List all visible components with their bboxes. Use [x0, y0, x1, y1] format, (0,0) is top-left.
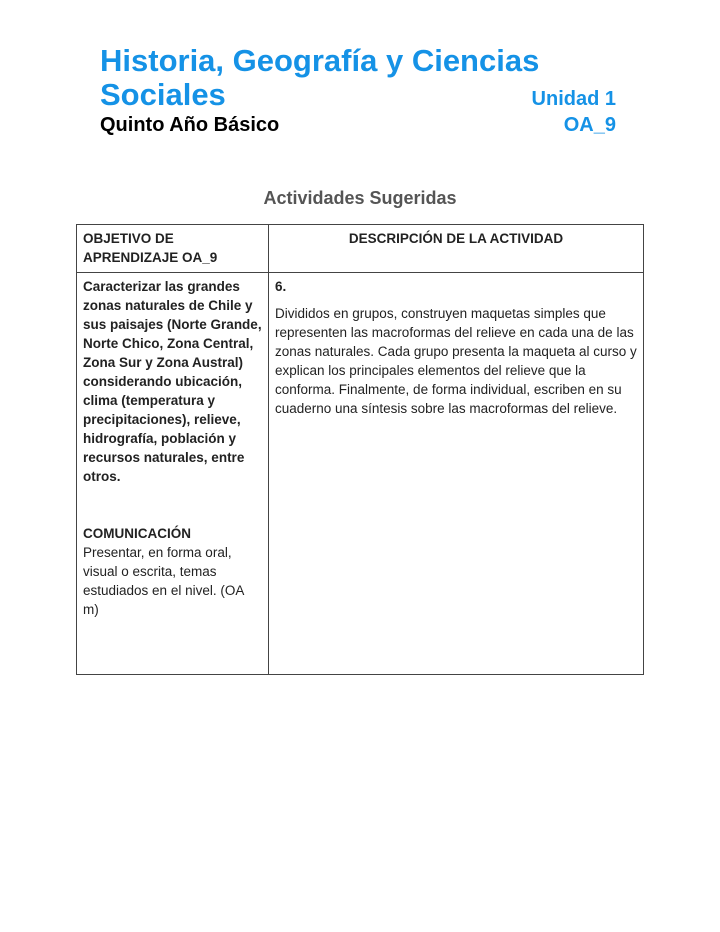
- objective-cell: [77, 273, 269, 675]
- title-row2: [100, 78, 616, 112]
- description-header: DESCRIPCIÓN DE LA ACTIVIDAD: [269, 225, 644, 273]
- subject-title-line2: Sociales: [100, 77, 226, 112]
- activity-cell: [269, 273, 644, 675]
- skill-title: COMUNICACIÓN: [83, 526, 191, 541]
- objective-text: Caracterizar las grandes zonas naturales de Chile y sus paisajes (Norte Grande, Norte Chico, Zona Central, Zona Sur y Zona Austral) considerando ubicación, clima (temperatura y precipitaciones), relieve, hidrografía, población y recursos naturales, entre otros.: [83, 279, 262, 484]
- skill-text: Presentar, en forma oral, visual o escrita, temas estudiados en el nivel. (OA m): [83, 545, 244, 617]
- grade-label: Quinto Año Básico: [100, 114, 280, 136]
- skill-block: [83, 524, 262, 619]
- document-header: [100, 44, 616, 138]
- table-header-row: [77, 225, 644, 273]
- table-row: [77, 273, 644, 675]
- unit-label: Unidad 1: [531, 88, 616, 110]
- objective-header: OBJETIVO DE APRENDIZAJE OA_9: [77, 225, 269, 273]
- oa-code: OA_9: [563, 114, 616, 136]
- activity-number: 6.: [275, 279, 287, 294]
- grade-row: [100, 112, 616, 138]
- activities-table: [76, 224, 644, 675]
- activity-description: Divididos en grupos, construyen maquetas simples que representen las macroformas del relieve en cada una de las zonas naturales. Cada grupo presenta la maqueta al curso y explican los principales elementos del relieve que la conforma. Finalmente, de forma individual, escriben en su cuaderno una síntesis sobre las macroformas del relieve.: [275, 306, 637, 416]
- section-title: Actividades Sugeridas: [263, 188, 457, 208]
- subject-title-line1: Historia, Geografía y Ciencias: [100, 43, 540, 78]
